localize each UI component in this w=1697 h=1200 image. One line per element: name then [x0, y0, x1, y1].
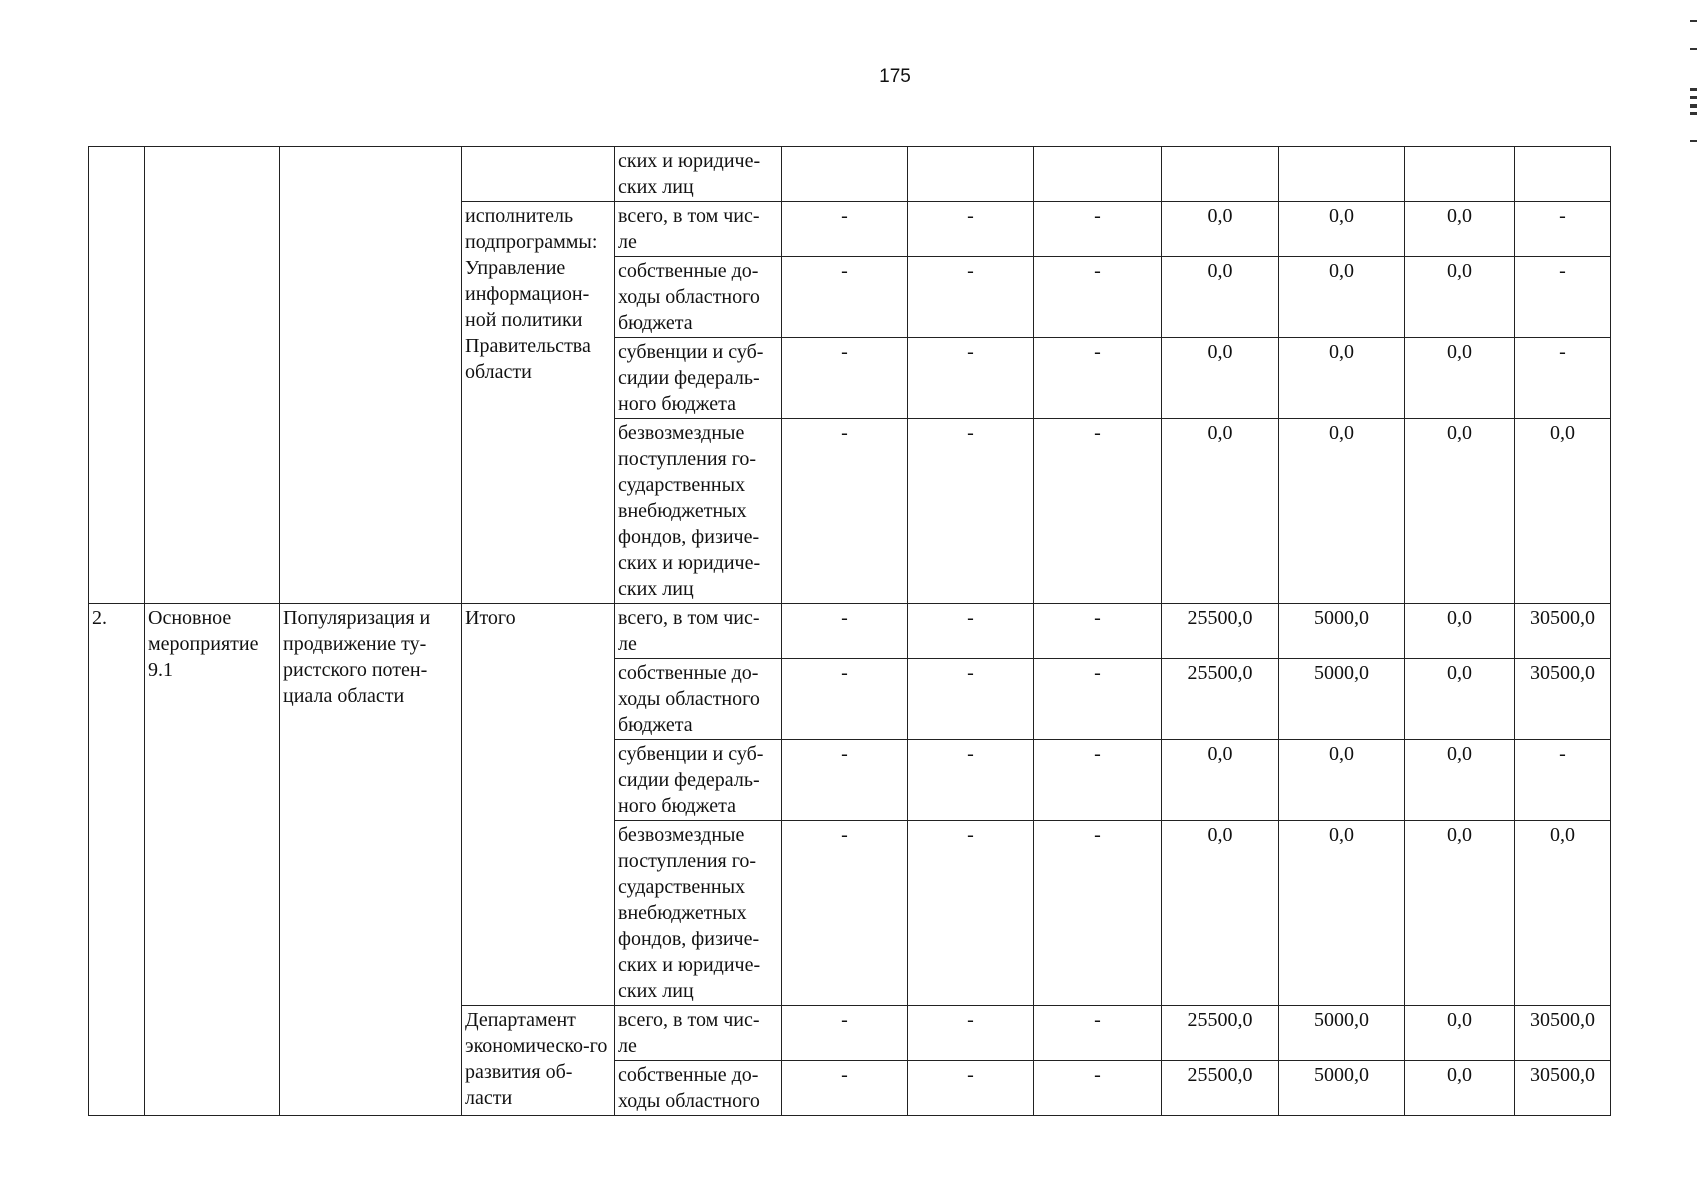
value-cell: 0,0 [1162, 740, 1279, 821]
source-cell: всего, в том чис-ле [615, 1006, 782, 1061]
value-cell: - [908, 202, 1034, 257]
value-cell: 5000,0 [1279, 659, 1405, 740]
source-cell: безвозмездные поступления го-сударственных внебюджетных фондов, физиче-ских и юридиче-ских лиц [615, 821, 782, 1006]
value-cell: 0,0 [1162, 821, 1279, 1006]
value-cell [1515, 147, 1611, 202]
value-cell: 0,0 [1279, 338, 1405, 419]
value-cell: 5000,0 [1279, 604, 1405, 659]
value-cell: - [908, 419, 1034, 604]
value-cell: - [908, 257, 1034, 338]
value-cell: 30500,0 [1515, 1061, 1611, 1116]
executor-cell-empty [462, 147, 615, 202]
source-cell: субвенции и суб-сидии федераль-ного бюджета [615, 740, 782, 821]
item-desc-cell: Популяризация и продвижение ту-ристского потен-циала области [280, 604, 462, 1116]
item-desc-cell-empty [280, 147, 462, 604]
value-cell: - [1515, 740, 1611, 821]
value-cell: 0,0 [1162, 419, 1279, 604]
value-cell [1405, 147, 1515, 202]
page-number: 175 [879, 66, 911, 87]
value-cell: 25500,0 [1162, 1061, 1279, 1116]
value-cell: 30500,0 [1515, 659, 1611, 740]
value-cell: 0,0 [1162, 338, 1279, 419]
value-cell: - [1515, 257, 1611, 338]
value-cell: 0,0 [1405, 419, 1515, 604]
value-cell: - [782, 1006, 908, 1061]
value-cell [1162, 147, 1279, 202]
table-row [89, 147, 1611, 202]
value-cell: 0,0 [1515, 821, 1611, 1006]
scan-edge-mark [1690, 104, 1697, 108]
value-cell: 0,0 [1405, 338, 1515, 419]
value-cell: - [1034, 740, 1162, 821]
executor-cell: исполнитель подпрограммы: Управление информацион-ной политики Правительства области [462, 202, 615, 604]
scan-edge-mark [1690, 96, 1697, 99]
table-row [89, 604, 1611, 659]
item-number-cell: 2. [89, 604, 145, 1116]
item-number-cell-empty [89, 147, 145, 604]
value-cell: - [782, 604, 908, 659]
value-cell: - [782, 659, 908, 740]
value-cell: - [782, 419, 908, 604]
value-cell: 0,0 [1279, 419, 1405, 604]
source-cell: всего, в том чис-ле [615, 202, 782, 257]
scan-edge-mark [1690, 112, 1697, 115]
value-cell: - [1034, 659, 1162, 740]
source-cell: ских и юридиче-ских лиц [615, 147, 782, 202]
total-label-cell: Итого [462, 604, 615, 1006]
value-cell: 0,0 [1279, 821, 1405, 1006]
executor-cell: Департамент экономическо-го развития об-ласти [462, 1006, 615, 1116]
scan-edge-mark [1690, 20, 1697, 22]
item-name-cell-empty [145, 147, 280, 604]
value-cell: 0,0 [1405, 740, 1515, 821]
source-cell: безвозмездные поступления го-сударственных внебюджетных фондов, физиче-ских и юридиче-ских лиц [615, 419, 782, 604]
value-cell: - [908, 659, 1034, 740]
value-cell: - [1515, 338, 1611, 419]
value-cell: - [908, 1006, 1034, 1061]
scan-edge-mark [1690, 88, 1697, 91]
value-cell: - [782, 338, 908, 419]
value-cell [782, 147, 908, 202]
value-cell: - [782, 257, 908, 338]
value-cell: - [908, 338, 1034, 419]
value-cell: - [1034, 257, 1162, 338]
value-cell: 0,0 [1405, 202, 1515, 257]
value-cell: 0,0 [1279, 257, 1405, 338]
value-cell: - [782, 202, 908, 257]
source-cell: субвенции и суб-сидии федераль-ного бюджета [615, 338, 782, 419]
value-cell: 0,0 [1162, 257, 1279, 338]
value-cell: 25500,0 [1162, 659, 1279, 740]
value-cell: 25500,0 [1162, 1006, 1279, 1061]
scan-edge-mark [1690, 140, 1697, 142]
item-name-cell: Основное мероприятие 9.1 [145, 604, 280, 1116]
value-cell: - [908, 604, 1034, 659]
value-cell: - [908, 1061, 1034, 1116]
value-cell: 30500,0 [1515, 1006, 1611, 1061]
value-cell: 5000,0 [1279, 1006, 1405, 1061]
value-cell: 5000,0 [1279, 1061, 1405, 1116]
value-cell: 30500,0 [1515, 604, 1611, 659]
value-cell: 0,0 [1279, 202, 1405, 257]
value-cell: - [782, 1061, 908, 1116]
value-cell: 0,0 [1405, 604, 1515, 659]
value-cell: 0,0 [1515, 419, 1611, 604]
value-cell: 0,0 [1405, 257, 1515, 338]
value-cell: - [1034, 419, 1162, 604]
value-cell: - [1034, 338, 1162, 419]
source-cell: собственные до-ходы областного [615, 1061, 782, 1116]
value-cell [1279, 147, 1405, 202]
value-cell: - [1034, 821, 1162, 1006]
value-cell: - [782, 740, 908, 821]
value-cell: 25500,0 [1162, 604, 1279, 659]
value-cell: - [1034, 1061, 1162, 1116]
value-cell [908, 147, 1034, 202]
value-cell: - [782, 821, 908, 1006]
source-cell: собственные до-ходы областного бюджета [615, 659, 782, 740]
source-cell: собственные до-ходы областного бюджета [615, 257, 782, 338]
value-cell: 0,0 [1405, 821, 1515, 1006]
value-cell: 0,0 [1162, 202, 1279, 257]
value-cell: - [1034, 202, 1162, 257]
value-cell [1034, 147, 1162, 202]
source-cell: всего, в том чис-ле [615, 604, 782, 659]
scan-edge-mark [1690, 48, 1697, 50]
value-cell: - [908, 740, 1034, 821]
value-cell: - [1034, 604, 1162, 659]
value-cell: 0,0 [1405, 1006, 1515, 1061]
value-cell: 0,0 [1405, 659, 1515, 740]
value-cell: 0,0 [1279, 740, 1405, 821]
value-cell: - [1034, 1006, 1162, 1061]
value-cell: - [1515, 202, 1611, 257]
budget-table [88, 146, 1611, 1116]
value-cell: - [908, 821, 1034, 1006]
value-cell: 0,0 [1405, 1061, 1515, 1116]
